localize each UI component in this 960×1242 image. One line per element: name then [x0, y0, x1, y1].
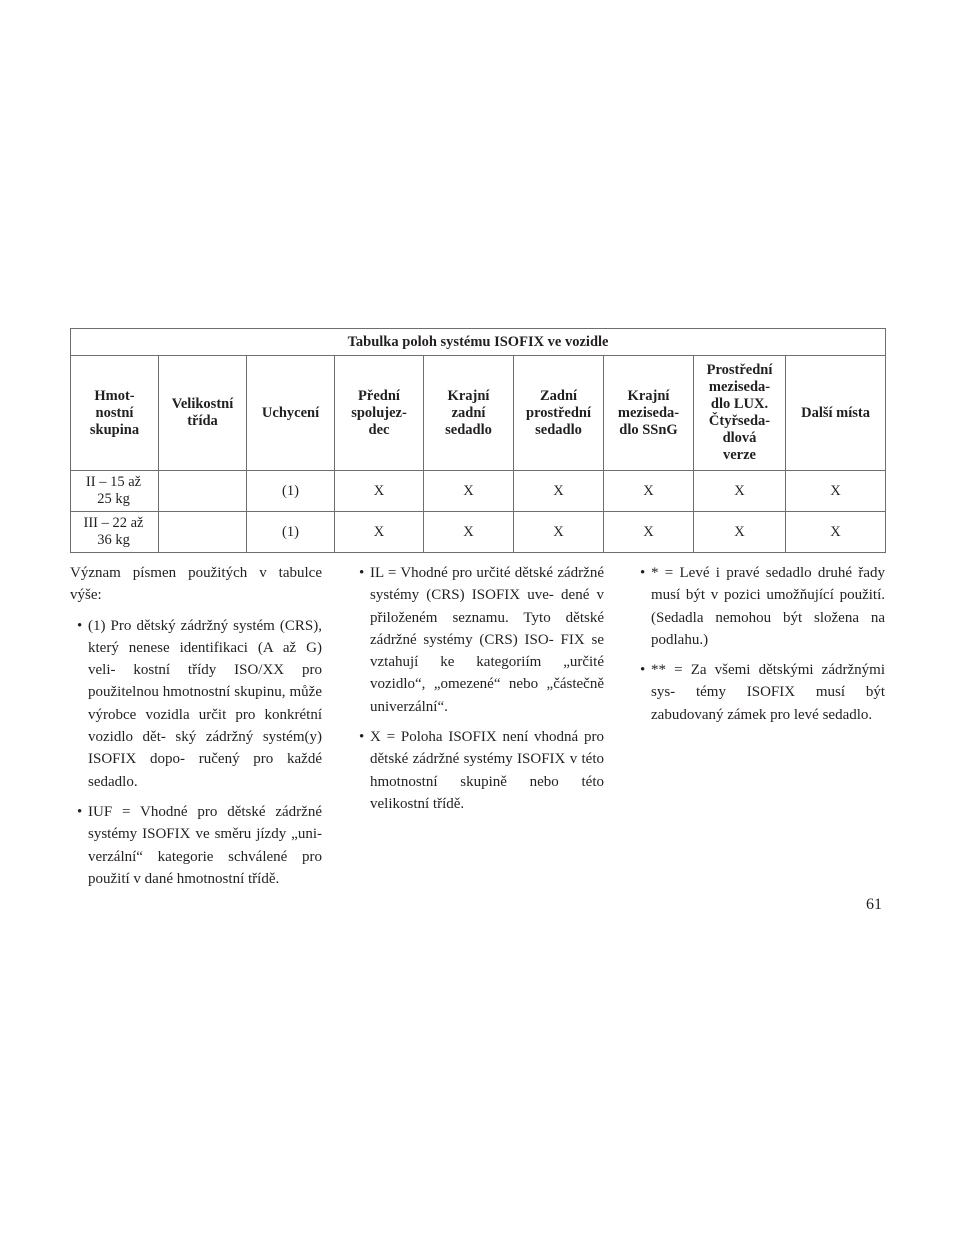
legend-intro: Význam písmen použitých v tabulce výše:: [70, 565, 322, 604]
legend-column-3: [633, 562, 885, 734]
legend-bullet-item: [352, 726, 604, 815]
column-header: Zadní prostřední sedadlo: [514, 356, 604, 471]
table-cell: X: [786, 512, 886, 553]
table-cell: [159, 471, 247, 512]
bullet-marker: •: [640, 565, 646, 581]
table-cell: X: [424, 512, 514, 553]
table-cell: X: [694, 471, 786, 512]
legend-bullet-item: [633, 659, 885, 726]
table-cell: X: [514, 471, 604, 512]
legend-bullet-text: (1) Pro dětský zádržný systém (CRS), který nenese identifikaci (A až G) veli- kostní třídy ISO/XX pro použitelnou hmotnostní skupinu, může výrobce vozidla určit pro konkrétní vozidlo dět- ský zádržný systém(y) ISOFIX dopo- ručený pro každé sedadlo.: [88, 617, 322, 790]
legend-bullet-item: [352, 562, 604, 718]
table-cell: X: [694, 512, 786, 553]
legend-column-1: [70, 562, 322, 898]
legend-column-2: [352, 562, 604, 823]
bullet-marker: •: [77, 617, 83, 634]
legend-list-2: [352, 562, 604, 815]
column-header: Další místa: [786, 356, 886, 471]
legend-bullet-item: [70, 615, 322, 793]
bullet-marker: •: [359, 729, 365, 746]
table-cell: [159, 512, 247, 553]
table-caption: Tabulka poloh systému ISOFIX ve vozidle: [71, 329, 886, 356]
legend-bullet-item: [633, 562, 885, 651]
isofix-positions-table: [70, 328, 886, 553]
column-header: Krajní meziseda- dlo SSnG: [604, 356, 694, 471]
table-cell: X: [514, 512, 604, 553]
legend-list-1: [70, 615, 322, 891]
column-header: Uchycení: [247, 356, 335, 471]
column-header: Velikostní třída: [159, 356, 247, 471]
table-cell: (1): [247, 471, 335, 512]
column-header: Krajní zadní sedadlo: [424, 356, 514, 471]
table-cell: X: [604, 471, 694, 512]
table-cell: X: [424, 471, 514, 512]
page-number: 61: [866, 896, 882, 913]
table-cell: X: [604, 512, 694, 553]
legend-bullet-item: [70, 801, 322, 890]
table-cell: (1): [247, 512, 335, 553]
legend-bullet-text: IUF = Vhodné pro dětské zádržné systémy ISOFIX ve směru jízdy „uni- verzální“ kategorie schválené pro použití v dané hmotnostní třídě.: [88, 803, 322, 887]
legend-bullet-text: IL = Vhodné pro určité dětské zádržné systémy (CRS) ISOFIX uve- dené v přiloženém seznamu. Tyto dětské zádržné systémy (CRS) ISO- FIX se vztahují ke kategoriím „určité vozidlo“, „omezené“ nebo „částečně univerzální“.: [370, 565, 604, 715]
column-header: Hmot- nostní skupina: [71, 356, 159, 471]
column-header: Přední spolujez- dec: [335, 356, 424, 471]
table-cell: X: [786, 471, 886, 512]
bullet-marker: •: [77, 803, 83, 820]
column-header: Prostřední meziseda- dlo LUX. Čtyřseda- dlová verze: [694, 356, 786, 471]
table-row: [71, 471, 886, 512]
table-body: [71, 471, 886, 553]
legend-bullet-text: ** = Za všemi dětskými zádržnými sys- témy ISOFIX musí být zabudovaný zámek pro levé sedadlo.: [651, 662, 885, 723]
legend-bullet-text: * = Levé i pravé sedadlo druhé řady musí být v pozici umožňující použití. (Sedadla nemohou být složena na podlahu.): [651, 565, 885, 648]
table-cell: II – 15 až 25 kg: [71, 471, 159, 512]
legend-list-3: [633, 562, 885, 726]
table-header-row: [71, 356, 886, 471]
bullet-marker: •: [359, 565, 365, 581]
table-row: [71, 512, 886, 553]
bullet-marker: •: [640, 662, 646, 679]
table-cell: X: [335, 512, 424, 553]
table-cell: X: [335, 471, 424, 512]
legend-bullet-text: X = Poloha ISOFIX není vhodná pro dětské zádržné systémy ISOFIX v této hmotnostní skupině nebo této velikostní třídě.: [370, 729, 604, 812]
table-cell: III – 22 až 36 kg: [71, 512, 159, 553]
